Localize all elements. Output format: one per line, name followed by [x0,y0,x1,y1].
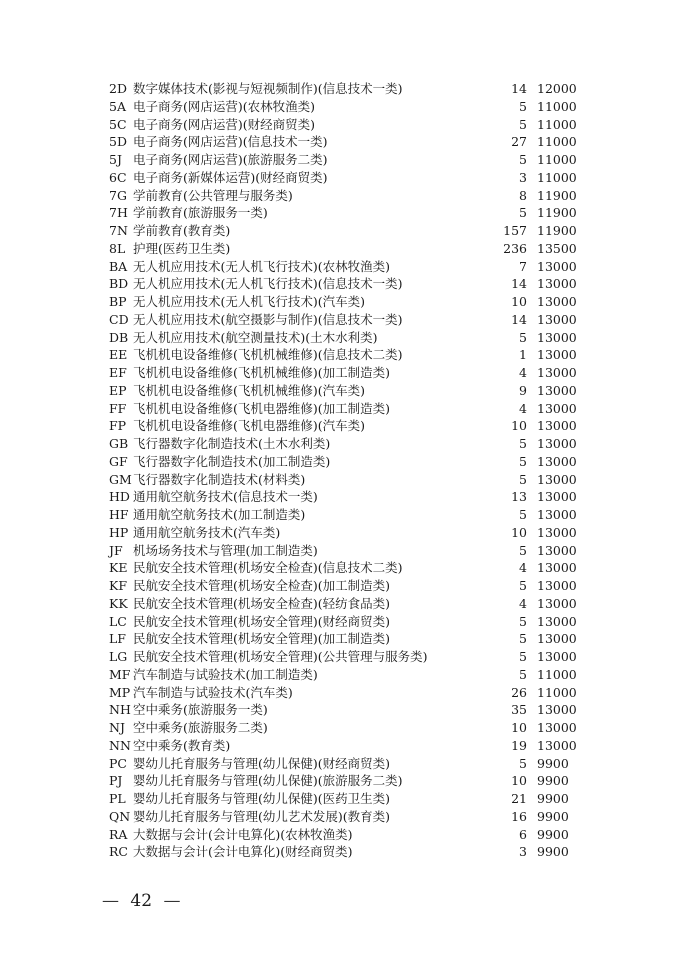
row-program-name: 飞机机电设备维修(飞机机械维修)(信息技术二类) [133,347,403,363]
row-fee: 11900 [537,205,577,221]
row-count: 16 [511,808,527,824]
row-code: PC [109,755,127,771]
row-program-name: 电子商务(网店运营)(旅游服务二类) [133,152,328,167]
row-code: LC [109,613,127,629]
row-program-name: 飞机机电设备维修(飞机电器维修)(加工制造类) [133,400,391,416]
row-program-name: 无人机应用技术(无人机飞行技术)(信息技术一类) [133,276,403,292]
row-fee: 13000 [537,595,577,611]
row-code: 2D [109,81,127,96]
row-program-name: 电子商务(网店运营)(信息技术一类) [133,134,328,150]
table-row [109,684,579,702]
row-count: 8 [519,187,527,203]
row-count: 157 [503,223,527,238]
table-row [109,116,579,134]
row-code: RC [109,844,128,860]
table-row [109,826,579,844]
row-program-name: 数字媒体技术(影视与短视频制作)(信息技术一类) [133,81,403,96]
row-code: FP [109,418,127,434]
row-count: 1 [519,347,527,363]
table-row [109,222,579,240]
row-fee: 11000 [537,169,577,185]
row-fee: 13000 [537,542,577,558]
row-code: NH [109,702,131,718]
row-count: 21 [511,791,527,806]
row-count: 4 [519,595,527,611]
row-code: 8L [109,240,126,256]
row-program-name: 学前教育(旅游服务一类) [133,205,268,221]
row-code: 7H [109,205,128,221]
row-count: 14 [511,81,527,96]
table-row [109,258,579,276]
row-count: 3 [519,169,527,185]
row-count: 10 [511,294,527,309]
row-code: FF [109,400,127,416]
row-fee: 13000 [537,365,577,380]
row-program-name: 无人机应用技术(航空测量技术)(土木水利类) [133,329,378,345]
row-count: 26 [511,684,527,700]
row-code: 5D [109,134,127,150]
row-fee: 13000 [537,737,577,753]
row-fee: 11000 [537,666,577,682]
table-row [109,364,579,382]
table-row [109,755,579,773]
row-count: 5 [519,329,527,345]
table-row [109,701,579,719]
row-fee: 9900 [537,773,569,789]
row-code: 5A [109,98,126,114]
row-count: 7 [519,258,527,274]
table-row [109,577,579,595]
row-fee: 11000 [537,152,577,167]
table-row [109,737,579,755]
row-program-name: 学前教育(教育类) [133,223,231,238]
row-program-name: 民航安全技术管理(机场安全检查)(信息技术二类) [133,560,403,576]
row-program-name: 汽车制造与试验技术(汽车类) [133,684,293,700]
table-row [109,435,579,453]
row-count: 27 [511,134,527,150]
row-fee: 13000 [537,631,577,647]
row-fee: 11000 [537,134,577,150]
row-program-name: 无人机应用技术(无人机飞行技术)(汽车类) [133,294,366,309]
row-code: KK [109,595,128,611]
row-count: 14 [511,311,527,327]
table-row [109,790,579,808]
row-code: NN [109,737,131,753]
row-code: NJ [109,720,125,735]
row-program-name: 无人机应用技术(无人机飞行技术)(农林牧渔类) [133,258,391,274]
row-fee: 11900 [537,223,577,238]
table-row [109,843,579,861]
row-count: 4 [519,365,527,380]
row-fee: 13000 [537,524,577,540]
table-row [109,524,579,542]
row-program-name: 民航安全技术管理(机场安全管理)(财经商贸类) [133,613,391,629]
row-program-name: 学前教育(公共管理与服务类) [133,187,293,203]
row-program-name: 婴幼儿托育服务与管理(幼儿保健)(医药卫生类) [133,791,391,806]
row-code: GB [109,436,129,451]
row-count: 4 [519,400,527,416]
row-fee: 9900 [537,755,569,771]
table-row [109,613,579,631]
row-fee: 13000 [537,702,577,718]
row-fee: 11900 [537,187,577,203]
table-row [109,187,579,205]
row-count: 35 [511,702,527,718]
row-program-name: 飞机机电设备维修(飞机机械维修)(加工制造类) [133,365,391,380]
row-fee: 13000 [537,276,577,292]
table-row [109,169,579,187]
table-row [109,204,579,222]
row-count: 5 [519,471,527,487]
row-fee: 11000 [537,684,577,700]
row-code: KE [109,560,128,576]
row-code: JF [109,542,123,558]
row-fee: 13000 [537,613,577,629]
row-code: RA [109,826,128,842]
row-program-name: 电子商务(网店运营)(财经商贸类) [133,116,316,132]
row-fee: 13000 [537,489,577,505]
row-program-name: 空中乘务(旅游服务二类) [133,720,268,735]
row-code: BD [109,276,129,292]
row-fee: 9900 [537,826,569,842]
row-program-name: 电子商务(新媒体运营)(财经商贸类) [133,169,328,185]
row-program-name: 民航安全技术管理(机场安全管理)(加工制造类) [133,631,391,647]
row-code: 5J [109,152,122,167]
table-row [109,151,579,169]
row-code: 5C [109,116,127,132]
row-code: LG [109,649,128,664]
table-row [109,719,579,737]
row-count: 236 [503,240,527,256]
row-code: QN [109,808,131,824]
row-program-name: 护理(医药卫生类) [133,240,231,256]
row-program-name: 通用航空航务技术(汽车类) [133,524,281,540]
row-count: 5 [519,152,527,167]
row-code: KF [109,578,128,593]
table-row [109,666,579,684]
row-fee: 13000 [537,311,577,327]
row-program-name: 民航安全技术管理(机场安全管理)(公共管理与服务类) [133,649,428,664]
table-row [109,542,579,560]
program-table [109,80,579,861]
table-row [109,275,579,293]
row-count: 5 [519,755,527,771]
row-fee: 13000 [537,507,577,522]
row-fee: 13000 [537,329,577,345]
row-code: HD [109,489,130,505]
row-program-name: 电子商务(网店运营)(农林牧渔类) [133,98,316,114]
row-fee: 9900 [537,808,569,824]
row-fee: 13000 [537,347,577,363]
row-count: 5 [519,578,527,593]
row-fee: 12000 [537,81,577,96]
table-row [109,417,579,435]
row-count: 5 [519,542,527,558]
row-fee: 13500 [537,240,577,256]
row-fee: 11000 [537,98,577,114]
row-code: HF [109,507,129,522]
row-fee: 13000 [537,453,577,469]
row-code: 7G [109,187,127,203]
row-fee: 13000 [537,382,577,398]
row-program-name: 婴幼儿托育服务与管理(幼儿保健)(旅游服务二类) [133,773,403,789]
row-count: 4 [519,560,527,576]
table-row [109,648,579,666]
row-program-name: 空中乘务(教育类) [133,737,231,753]
row-code: EP [109,382,127,398]
table-row [109,133,579,151]
row-code: BA [109,258,128,274]
row-code: DB [109,329,129,345]
table-row [109,595,579,613]
row-fee: 13000 [537,400,577,416]
row-program-name: 婴幼儿托育服务与管理(幼儿艺术发展)(教育类) [133,808,391,824]
row-program-name: 飞行器数字化制造技术(土木水利类) [133,436,331,451]
table-row [109,346,579,364]
page-footer [102,891,180,911]
row-fee: 13000 [537,649,577,664]
row-program-name: 大数据与会计(会计电算化)(财经商贸类) [133,844,353,860]
row-code: GM [109,471,132,487]
row-fee: 13000 [537,294,577,309]
row-code: MP [109,684,131,700]
row-count: 13 [511,489,527,505]
row-fee: 13000 [537,720,577,735]
row-count: 5 [519,116,527,132]
row-code: 6C [109,169,127,185]
table-row [109,488,579,506]
row-code: EF [109,365,127,380]
page-number: 42 [130,891,153,911]
row-fee: 9900 [537,791,569,806]
row-fee: 13000 [537,578,577,593]
row-fee: 13000 [537,258,577,274]
row-count: 10 [511,773,527,789]
row-code: HP [109,524,129,540]
footer-dash-left: — [102,891,119,911]
row-count: 9 [519,382,527,398]
row-code: EE [109,347,128,363]
row-count: 5 [519,436,527,451]
row-fee: 11000 [537,116,577,132]
row-count: 14 [511,276,527,292]
row-count: 10 [511,418,527,434]
row-program-name: 空中乘务(旅游服务一类) [133,702,268,718]
row-code: BP [109,294,127,309]
row-program-name: 大数据与会计(会计电算化)(农林牧渔类) [133,826,353,842]
row-count: 5 [519,205,527,221]
row-code: MF [109,666,131,682]
row-count: 10 [511,524,527,540]
table-row [109,453,579,471]
row-program-name: 婴幼儿托育服务与管理(幼儿保健)(财经商贸类) [133,755,391,771]
row-count: 5 [519,649,527,664]
table-row [109,400,579,418]
row-program-name: 民航安全技术管理(机场安全检查)(加工制造类) [133,578,391,593]
row-count: 6 [519,826,527,842]
row-program-name: 飞行器数字化制造技术(材料类) [133,471,306,487]
row-program-name: 民航安全技术管理(机场安全检查)(轻纺食品类) [133,595,391,611]
row-fee: 9900 [537,844,569,860]
row-fee: 13000 [537,436,577,451]
row-program-name: 汽车制造与试验技术(加工制造类) [133,666,318,682]
row-count: 5 [519,98,527,114]
footer-dash-right: — [163,891,181,911]
row-program-name: 通用航空航务技术(信息技术一类) [133,489,318,505]
row-code: CD [109,311,129,327]
table-row [109,382,579,400]
row-code: PL [109,791,126,806]
table-row [109,311,579,329]
row-program-name: 飞机机电设备维修(飞机机械维修)(汽车类) [133,382,366,398]
table-row [109,293,579,311]
row-count: 5 [519,613,527,629]
table-row [109,471,579,489]
row-count: 10 [511,720,527,735]
row-program-name: 飞机机电设备维修(飞机电器维修)(汽车类) [133,418,366,434]
table-row [109,808,579,826]
row-code: PJ [109,773,123,789]
row-program-name: 机场场务技术与管理(加工制造类) [133,542,318,558]
table-row [109,506,579,524]
row-code: LF [109,631,126,647]
row-count: 5 [519,666,527,682]
row-fee: 13000 [537,418,577,434]
row-program-name: 无人机应用技术(航空摄影与制作)(信息技术一类) [133,311,403,327]
table-row [109,329,579,347]
row-fee: 13000 [537,471,577,487]
table-row [109,630,579,648]
table-row [109,240,579,258]
row-count: 3 [519,844,527,860]
row-count: 19 [511,737,527,753]
row-count: 5 [519,453,527,469]
row-code: GF [109,453,128,469]
table-row [109,559,579,577]
table-row [109,80,579,98]
row-fee: 13000 [537,560,577,576]
row-count: 5 [519,631,527,647]
row-program-name: 飞行器数字化制造技术(加工制造类) [133,453,331,469]
table-row [109,98,579,116]
table-row [109,772,579,790]
row-program-name: 通用航空航务技术(加工制造类) [133,507,306,522]
row-count: 5 [519,507,527,522]
row-code: 7N [109,223,128,238]
